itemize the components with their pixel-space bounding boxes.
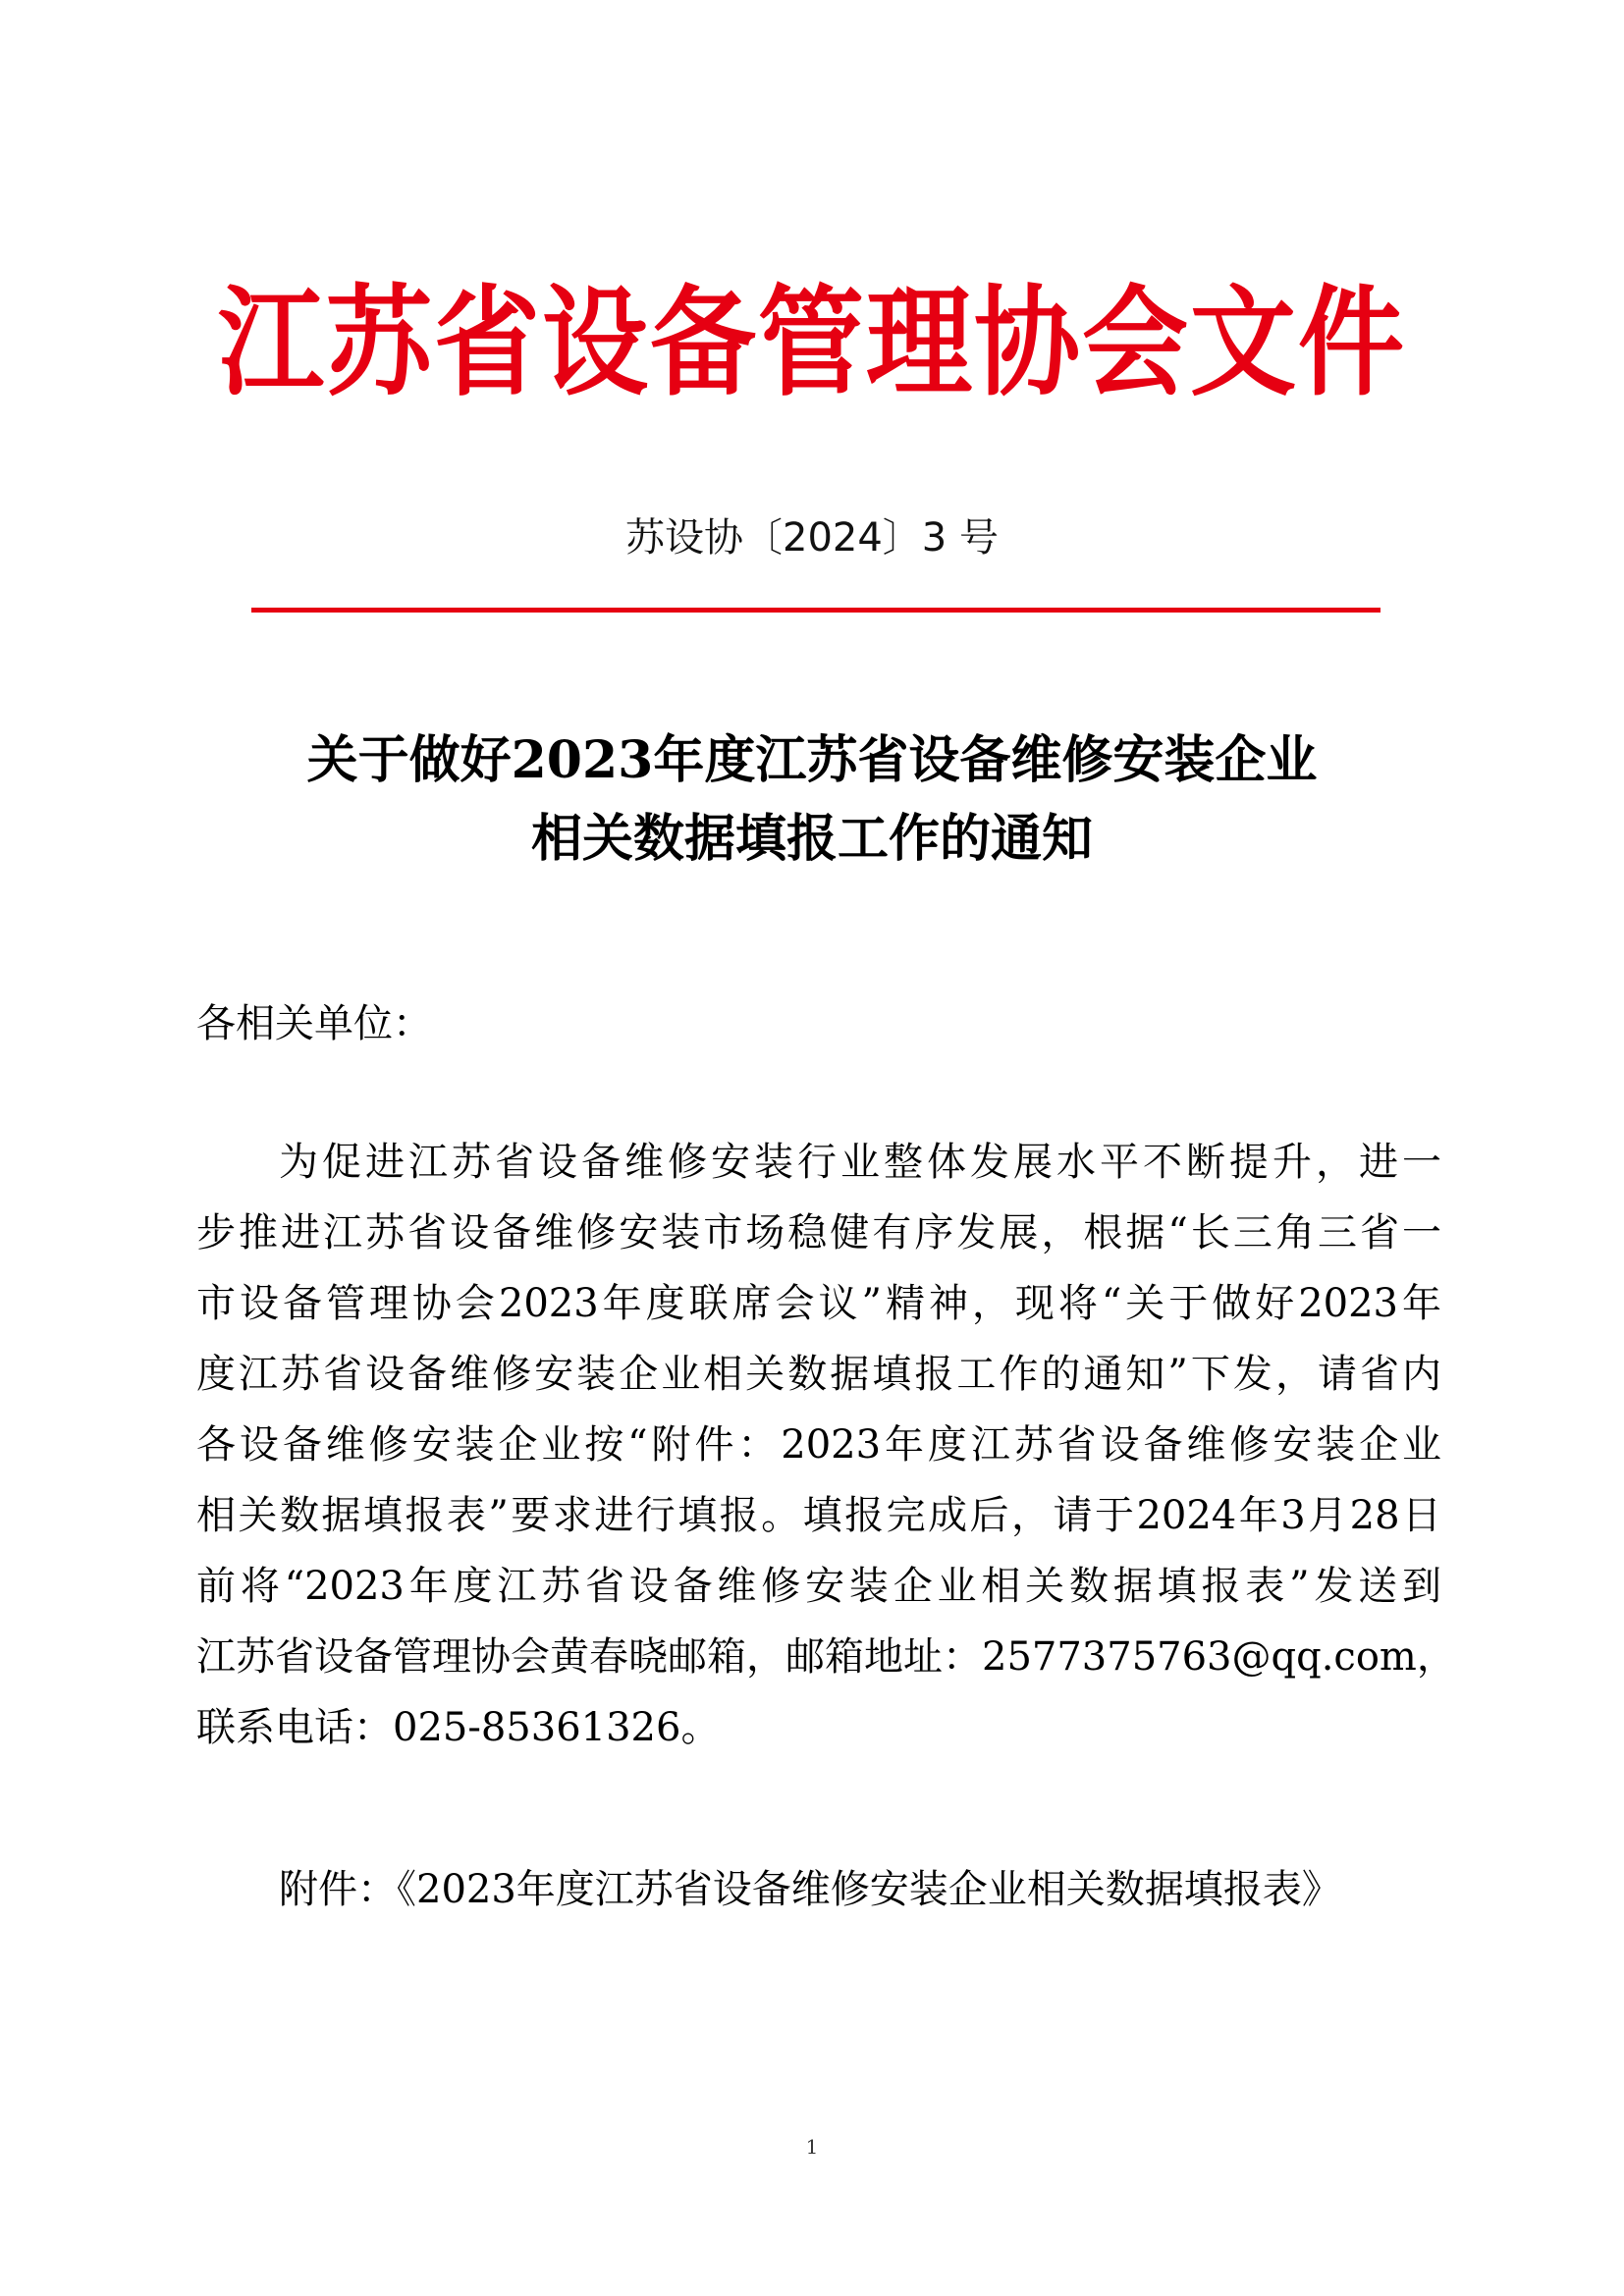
body-line: 度江苏省设备维修安装企业相关数据填报工作的通知”下发，请省内	[196, 1352, 1441, 1397]
attachment-note: 附件：《2023年度江苏省设备维修安装企业相关数据填报表》	[279, 1867, 1341, 1912]
org-header-title: 江苏省设备管理协会文件	[217, 274, 1406, 412]
red-divider-line	[251, 608, 1380, 613]
body-line: 各设备维修安装企业按“附件：2023年度江苏省设备维修安装企业	[196, 1422, 1441, 1468]
notice-title	[0, 721, 1624, 879]
body-paragraph	[196, 1127, 1456, 1763]
body-line: 为促进江苏省设备维修安装行业整体发展水平不断提升，进一	[279, 1140, 1441, 1185]
body-line: 市设备管理协会2023年度联席会议”精神，现将“关于做好2023年	[196, 1281, 1441, 1326]
page-number: 1	[805, 2135, 819, 2159]
body-line: 步推进江苏省设备维修安装市场稳健有序发展，根据“长三角三省一	[196, 1210, 1441, 1255]
notice-title-line-1: 关于做好2023年度江苏省设备维修安装企业	[306, 730, 1318, 790]
body-line: 前将“2023年度江苏省设备维修安装企业相关数据填报表”发送到	[196, 1564, 1441, 1609]
document-number: 苏设协〔2024〕3 号	[625, 515, 999, 561]
body-line: 江苏省设备管理协会黄春晓邮箱，邮箱地址：2577375763@qq.com，	[196, 1634, 1456, 1680]
salutation: 各相关单位：	[196, 1001, 432, 1046]
notice-title-line-2: 相关数据填报工作的通知	[530, 809, 1093, 869]
body-line: 联系电话：025-85361326。	[196, 1705, 721, 1750]
body-line: 相关数据填报表”要求进行填报。填报完成后，请于2024年3月28日	[196, 1493, 1441, 1538]
